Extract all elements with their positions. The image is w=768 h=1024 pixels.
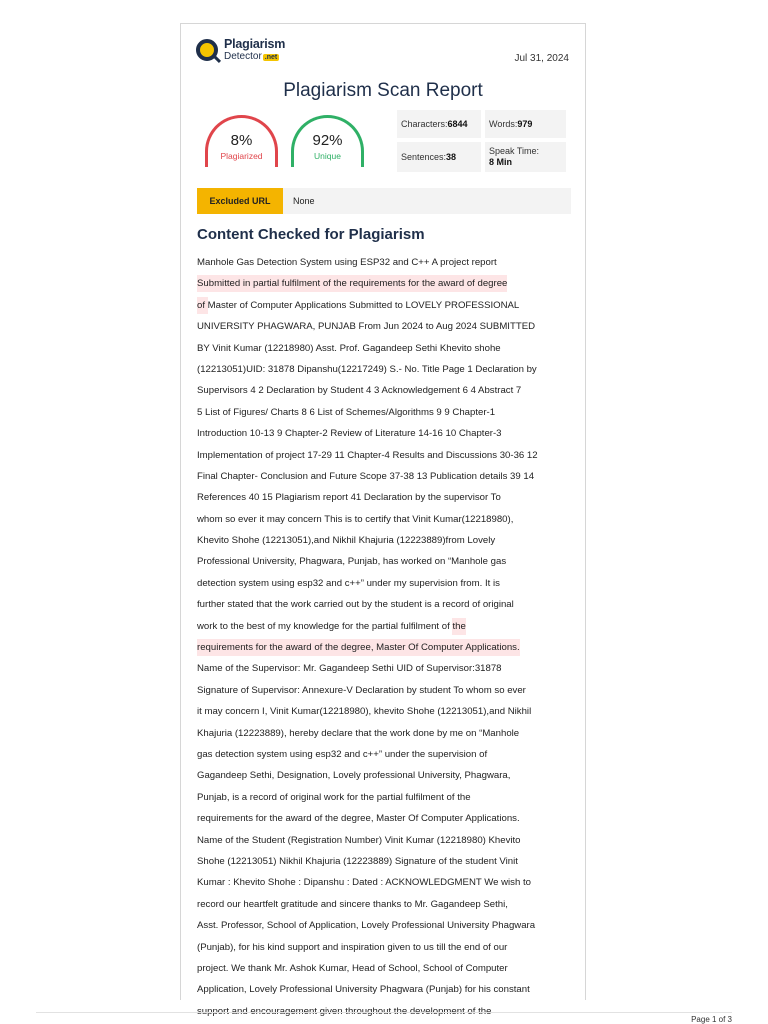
plagiarized-segment: Submitted in partial fulfilment of the requirements for the award of degree: [197, 275, 507, 292]
page-number: Page 1 of 3: [691, 1015, 732, 1024]
text-segment: project. We thank Mr. Ashok Kumar, Head of School, School of Computer: [197, 962, 508, 974]
text-segment: Manhole Gas Detection System using ESP32 and C++ A project report: [197, 257, 497, 268]
content-line: [197, 680, 573, 701]
text-segment: Punjab, is a record of original work for the partial fulfilment of the: [197, 791, 471, 803]
text-segment: Kumar : Khevito Shohe : Dipanshu : Dated : ACKNOWLEDGMENT We wish to: [197, 877, 531, 889]
text-segment: requirements for the award of the degree, Master Of Computer Applications.: [197, 813, 520, 825]
words-value: 979: [517, 119, 533, 129]
content-line: [197, 851, 573, 872]
section-title: Content Checked for Plagiarism: [197, 226, 425, 243]
speak-time-stat: [485, 142, 566, 172]
text-segment: Signature of Supervisor: Annexure-V Declaration by student To whom so ever: [197, 684, 526, 696]
content-line: [197, 316, 573, 337]
content-line: [197, 958, 573, 979]
content-line: [197, 423, 573, 444]
magnifier-icon: [196, 39, 218, 61]
words-stat: [485, 110, 566, 138]
content-line: [197, 894, 573, 915]
content-line: [197, 658, 573, 679]
content-line: [197, 380, 573, 401]
text-segment: UNIVERSITY PHAGWARA, PUNJAB From Jun 2024 to Aug 2024 SUBMITTED: [197, 321, 536, 333]
content-line: [197, 359, 573, 380]
plagiarized-label: Plagiarized: [220, 151, 263, 161]
content-line: [197, 701, 573, 722]
sentences-label: Sentences:: [401, 152, 447, 162]
content-line: [197, 637, 573, 658]
words-label: Words:: [489, 119, 518, 129]
excluded-url-label: Excluded URL: [197, 188, 283, 214]
content-line: [197, 872, 573, 893]
logo: [196, 38, 285, 62]
plagiarized-segment: of: [197, 297, 208, 314]
plagiarized-gauge: [205, 115, 278, 167]
content-line: [197, 723, 573, 744]
text-segment: Asst. Professor, School of Application, Lovely Professional University Phagwara: [197, 920, 536, 932]
content-line: [197, 744, 573, 765]
logo-badge: .net: [264, 53, 278, 61]
text-segment: further stated that the work carried out by the student is a record of original: [197, 599, 514, 611]
content-line: [197, 466, 573, 487]
text-segment: Name of the Supervisor: Mr. Gagandeep Sethi UID of Supervisor:31878: [197, 663, 502, 675]
content-line: [197, 338, 573, 359]
text-segment: (Punjab), for his kind support and inspiration given to us till the end of our: [197, 941, 508, 953]
text-segment: whom so ever it may concern This is to certify that Vinit Kumar(12218980),: [197, 513, 514, 525]
speak-time-value: 8 Min: [489, 157, 513, 167]
logo-line1: Plagiarism: [224, 37, 286, 51]
content-line: [197, 252, 573, 273]
text-segment: Gagandeep Sethi, Designation, Lovely professional University, Phagwara,: [197, 770, 511, 782]
content-line: [197, 509, 573, 530]
content-line: [197, 616, 573, 637]
characters-value: 6844: [447, 119, 468, 129]
plagiarized-segment: the: [452, 618, 465, 635]
content-line: [197, 530, 573, 551]
content-line: [197, 830, 573, 851]
text-segment: Name of the Student (Registration Number) Vinit Kumar (12218980) Khevito: [197, 834, 521, 846]
checked-content: [197, 252, 573, 1022]
text-segment: BY Vinit Kumar (12218980) Asst. Prof. Gagandeep Sethi Khevito shohe: [197, 342, 501, 354]
text-segment: work to the best of my knowledge for the partial fulfilment of: [197, 620, 453, 632]
footer-rule: [36, 1012, 732, 1013]
report-page: [180, 23, 586, 1000]
content-line: [197, 273, 573, 294]
content-line: [197, 402, 573, 423]
speak-time-label: Speak Time:: [489, 146, 540, 156]
text-segment: Final Chapter- Conclusion and Future Scope 37-38 13 Publication details 39 14: [197, 470, 535, 482]
excluded-url-value: None: [293, 196, 315, 206]
content-line: [197, 551, 573, 572]
text-segment: 5 List of Figures/ Charts 8 6 List of Schemes/Algorithms 9 9 Chapter-1: [197, 406, 496, 418]
sentences-value: 38: [446, 152, 457, 162]
unique-value: 92%: [312, 132, 343, 149]
text-segment: record our heartfelt gratitude and sincere thanks to Mr. Gagandeep Sethi,: [197, 898, 508, 910]
text-segment: Khevito Shohe (12213051),and Nikhil Khajuria (12223889)from Lovely: [197, 535, 496, 547]
report-date: Jul 31, 2024: [514, 53, 569, 64]
content-line: [197, 808, 573, 829]
content-line: [197, 937, 573, 958]
text-segment: detection system using esp32 and c++” under my supervision from. It is: [197, 577, 500, 589]
logo-line2: Detector: [224, 50, 262, 62]
text-segment: Application, Lovely Professional University Phagwara (Punjab) for his constant: [197, 984, 530, 996]
plagiarized-value: 8%: [230, 132, 253, 149]
text-segment: (12213051)UID: 31878 Dipanshu(12217249) S.- No. Title Page 1 Declaration by: [197, 363, 537, 375]
text-segment: gas detection system using esp32 and c++” under the supervision of: [197, 748, 488, 760]
characters-stat: [397, 110, 481, 138]
text-segment: it may concern I, Vinit Kumar(12218980), khevito Shohe (12213051),and Nikhil: [197, 706, 532, 718]
characters-label: Characters:: [401, 119, 448, 129]
excluded-url-row: [197, 188, 571, 214]
text-segment: References 40 15 Plagiarism report 41 Declaration by the supervisor To: [197, 492, 501, 504]
content-line: [197, 787, 573, 808]
text-segment: Khajuria (12223889), hereby declare that the work done by me on “Manhole: [197, 727, 520, 739]
plagiarized-segment: requirements for the award of the degree, Master Of Computer Applications.: [197, 639, 520, 656]
content-line: [197, 573, 573, 594]
text-segment: Introduction 10-13 9 Chapter-2 Review of Literature 14-16 10 Chapter-3: [197, 428, 502, 440]
text-segment: Shohe (12213051) Nikhil Khajuria (12223889) Signature of the student Vinit: [197, 855, 518, 867]
unique-gauge: [291, 115, 364, 167]
sentences-stat: [397, 142, 481, 172]
text-segment: Master of Computer Applications Submitted to LOVELY PROFESSIONAL: [207, 299, 520, 311]
text-segment: Professional University, Phagwara, Punjab, has worked on “Manhole gas: [197, 556, 507, 568]
content-line: [197, 295, 573, 316]
content-line: [197, 979, 573, 1000]
text-segment: Implementation of project 17-29 11 Chapter-4 Results and Discussions 30-36 12: [197, 449, 538, 461]
content-line: [197, 765, 573, 786]
content-line: [197, 915, 573, 936]
unique-label: Unique: [314, 151, 341, 161]
content-line: [197, 594, 573, 615]
content-line: [197, 445, 573, 466]
content-line: [197, 487, 573, 508]
text-segment: Supervisors 4 2 Declaration by Student 4 3 Acknowledgement 6 4 Abstract 7: [197, 385, 522, 397]
page-title: Plagiarism Scan Report: [283, 80, 483, 101]
